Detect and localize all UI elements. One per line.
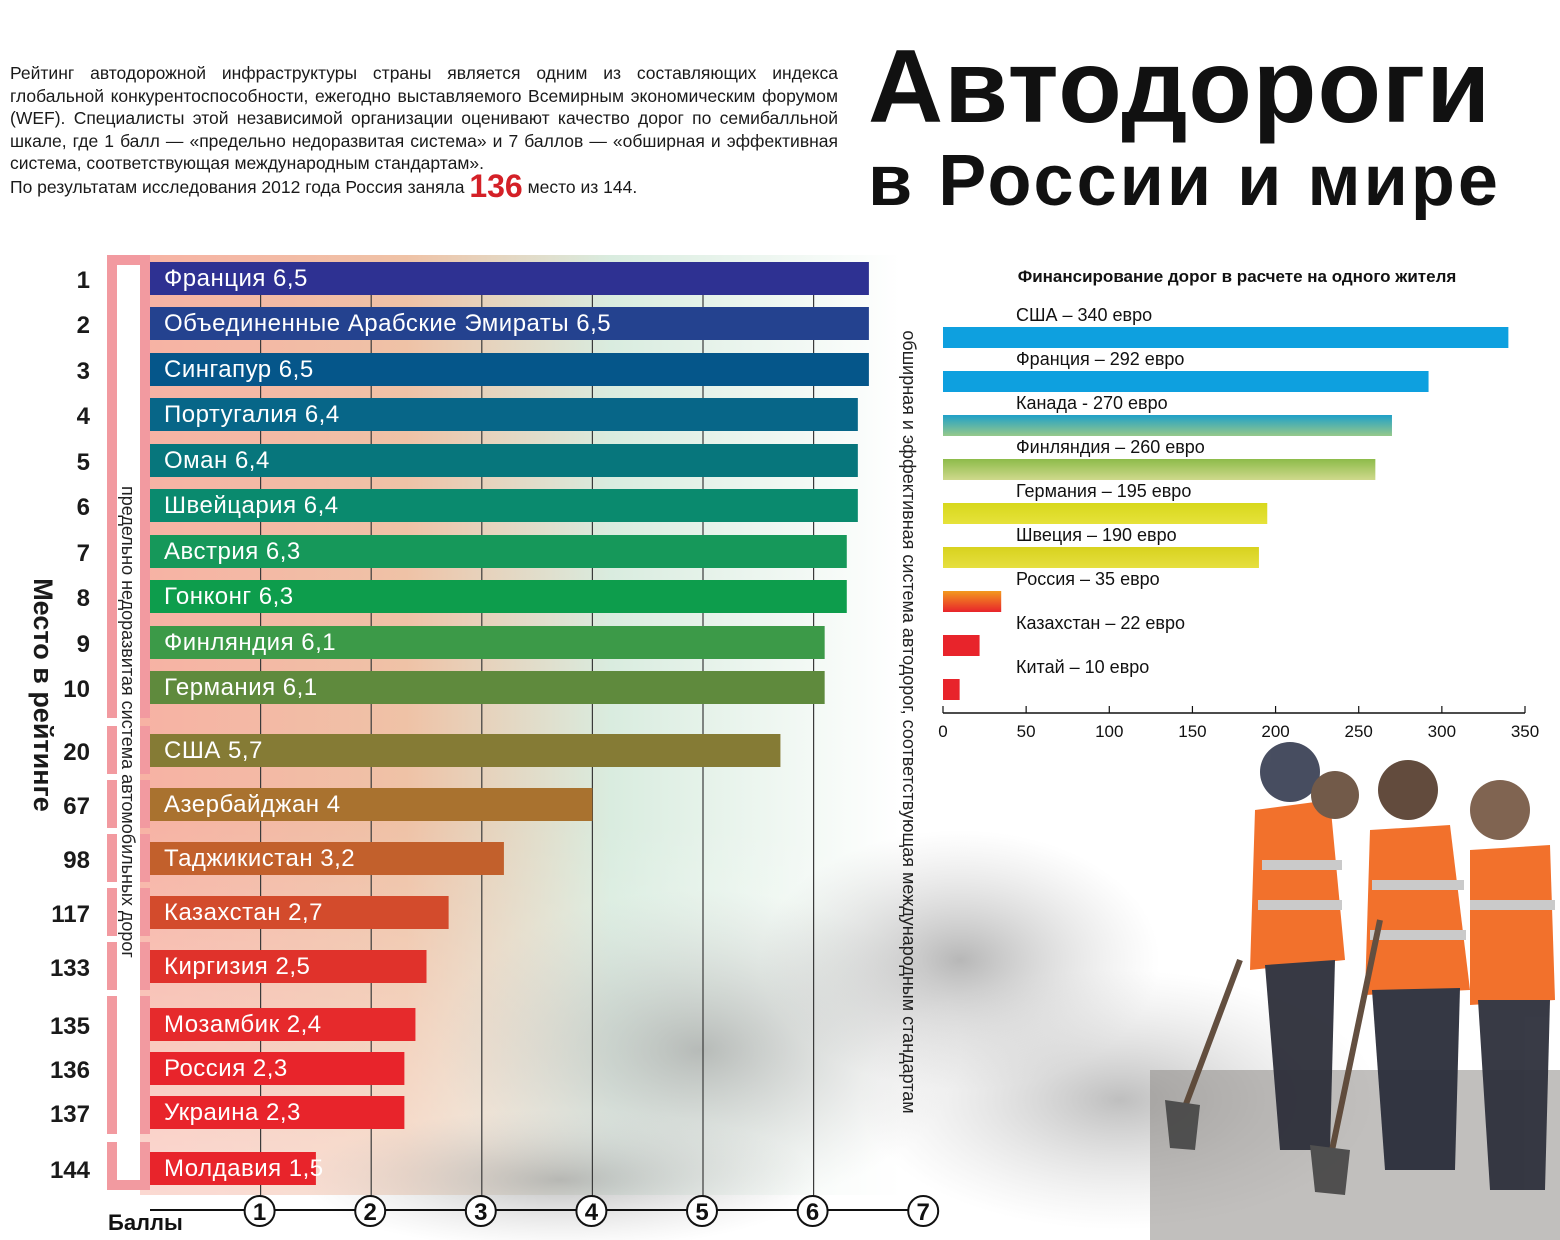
bar-label: Германия 6,1 (164, 674, 318, 701)
funding-bar-label: Казахстан – 22 евро (1016, 613, 1185, 633)
funding-bar (943, 371, 1429, 392)
rank-label: 10 (63, 676, 90, 703)
funding-bar-label: Китай – 10 евро (1016, 657, 1150, 677)
rank-label: 98 (63, 847, 90, 874)
bar-label: Киргизия 2,5 (164, 953, 311, 980)
funding-bar-label: Германия – 195 евро (1016, 481, 1192, 501)
tick-label: 5 (695, 1199, 709, 1226)
bar-label: Сингапур 6,5 (164, 356, 314, 383)
bar-label: Украина 2,3 (164, 1099, 301, 1126)
bar-label: Россия 2,3 (164, 1055, 288, 1082)
tick-label: 4 (584, 1199, 599, 1226)
bar-label: Франция 6,5 (164, 265, 308, 292)
bar-label: Казахстан 2,7 (164, 899, 323, 926)
page-title: Автодороги (868, 29, 1492, 145)
y-axis-label: Место в рейтинге (28, 578, 58, 812)
bar-label: Швейцария 6,4 (164, 492, 339, 519)
bar-label: Австрия 6,3 (164, 538, 301, 565)
bar-label: Таджикистан 3,2 (164, 845, 356, 872)
funding-x-ticks (938, 706, 1539, 741)
funding-tick-label: 200 (1261, 722, 1290, 741)
rank-label: 136 (49, 1057, 90, 1084)
rank-label: 4 (76, 403, 90, 430)
funding-bar-label: Швеция – 190 евро (1016, 525, 1177, 545)
funding-bar (943, 635, 980, 656)
scale-low-label: предельно недоразвитая система автомобильных дорог (118, 485, 138, 959)
bar-label: Мозамбик 2,4 (164, 1011, 322, 1038)
rank-label: 133 (49, 955, 90, 982)
funding-bar-label: Франция – 292 евро (1016, 349, 1185, 369)
funding-bar-label: Финляндия – 260 евро (1016, 437, 1205, 457)
tick-label: 1 (252, 1199, 267, 1226)
funding-bar-label: Россия – 35 евро (1016, 569, 1160, 589)
funding-bar (943, 591, 1001, 612)
rank-label: 137 (49, 1101, 90, 1128)
funding-tick-label: 100 (1095, 722, 1124, 741)
funding-bar (943, 547, 1259, 568)
funding-bar-label: США – 340 евро (1016, 305, 1153, 325)
bar-label: Молдавия 1,5 (164, 1155, 324, 1182)
funding-tick-label: 0 (938, 722, 948, 741)
funding-bar (943, 459, 1375, 480)
rank-label: 9 (76, 631, 90, 658)
bar-label: Азербайджан 4 (164, 791, 341, 818)
rank-label: 8 (76, 585, 90, 612)
funding-tick-label: 300 (1427, 722, 1457, 741)
bar-label: США 5,7 (164, 737, 263, 764)
rank-label: 67 (63, 793, 90, 820)
rank-label: 135 (49, 1013, 90, 1040)
funding-bar-label: Канада - 270 евро (1016, 393, 1168, 413)
scale-high-label: обширная и эффективная система автодорог, соответствующая международным стандартам (899, 330, 919, 1114)
bar-label: Оман 6,4 (164, 447, 270, 474)
funding-tick-label: 350 (1510, 722, 1540, 741)
rank-label: 20 (63, 739, 90, 766)
bar-label: Финляндия 6,1 (164, 629, 337, 656)
rank-label: 7 (76, 540, 90, 567)
rank-label: 3 (76, 358, 90, 385)
rank-suffix: место из 144. (527, 176, 638, 197)
funding-bar (943, 327, 1508, 348)
rank-label: 2 (76, 312, 90, 339)
tick-label: 2 (363, 1199, 377, 1226)
funding-tick-label: 250 (1344, 722, 1373, 741)
bar-label: Гонконг 6,3 (164, 583, 294, 610)
tick-label: 7 (916, 1199, 930, 1226)
tick-label: 6 (805, 1199, 820, 1226)
funding-tick-label: 150 (1178, 722, 1207, 741)
rank-label: 117 (51, 901, 90, 928)
page-subtitle: в России и мире (868, 141, 1501, 221)
x-axis-label: Баллы (108, 1210, 183, 1235)
rank-label: 6 (76, 494, 90, 521)
intro-paragraph: Рейтинг автодорожной инфраструктуры страны является одним из составляющих индекса глобальной конкурентоспособности, ежегодно выставляемого Всемирным экономическим форумом (WEF). Специалисты этой независимой организации оценивают качество дорог по семибалльной шкале, где 1 балл — «предельно недоразвитая система» и 7 баллов — «обширная и эффективная система, соответствующая международным стандартам». (10, 63, 838, 173)
funding-tick-label: 50 (1016, 722, 1036, 741)
tick-label: 3 (474, 1199, 488, 1226)
rank-value: 136 (469, 167, 523, 204)
bar-label: Объединенные Арабские Эмираты 6,5 (164, 310, 612, 337)
funding-bars (943, 305, 1508, 700)
rank-label: 1 (76, 267, 90, 294)
funding-bar (943, 415, 1392, 436)
funding-chart-title: Финансирование дорог в расчете на одного жителя (1017, 267, 1457, 286)
funding-bar (943, 503, 1267, 524)
rank-label: 144 (49, 1157, 90, 1184)
rank-prefix: По результатам исследования 2012 года Россия заняла (10, 176, 465, 197)
rank-label: 5 (76, 449, 90, 476)
funding-bar (943, 679, 960, 700)
bar-label: Португалия 6,4 (164, 401, 340, 428)
